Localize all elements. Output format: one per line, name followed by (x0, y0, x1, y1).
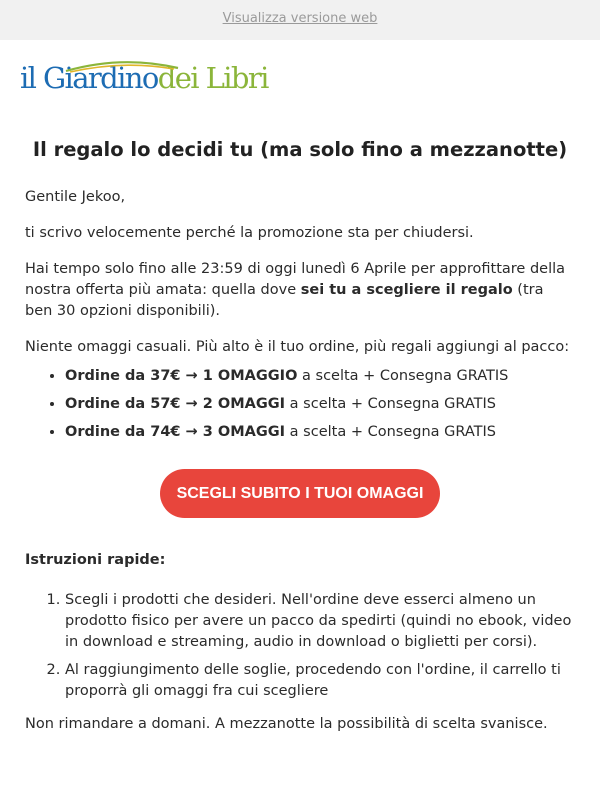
tiers-intro: Niente omaggi casuali. Più alto è il tuo ordine, più regali aggiungi al pacco: (25, 339, 570, 355)
tier-list (25, 366, 575, 443)
offer-text-after: (tra ben 30 opzioni disponibili). (25, 282, 544, 319)
top-bar (0, 0, 600, 40)
cta-wrapper (25, 469, 575, 518)
logo-text-primary: il Giardino (20, 61, 158, 95)
tier-rest: a scelta + Consegna GRATIS (297, 368, 509, 384)
tier-item (65, 366, 575, 387)
choose-gifts-button[interactable]: SCEGLI SUBITO I TUOI OMAGGI (160, 469, 441, 518)
brand-logo[interactable] (20, 58, 268, 98)
tier-rest: a scelta + Consegna GRATIS (285, 424, 497, 440)
intro-text: ti scrivo velocemente perché la promozione sta per chiudersi. (25, 225, 474, 241)
offer-text-bold: sei tu a scegliere il regalo (300, 282, 513, 298)
view-web-version-link[interactable]: Visualizza versione web (222, 11, 378, 26)
email-body (0, 187, 600, 735)
logo-swoosh-icon (64, 59, 180, 73)
greeting: Gentile Jekoo, (25, 189, 126, 205)
instruction-step: 1. Scegli i prodotti che desideri. Nell'ordine deve esserci almeno un prodotto fisico per avere un pacco da spedirti (quindi no ebook, video in download e streaming, audio in download o biglietti per corsi). (65, 590, 575, 653)
instruction-step: 2. Al raggiungimento delle soglie, procedendo con l'ordine, il carrello ti proporrà gli omaggi fra cui scegliere (65, 660, 575, 702)
email-header (0, 40, 600, 110)
tier-item (65, 394, 575, 415)
closing-text: Non rimandare a domani. A mezzanotte la possibilità di scelta svanisce. (25, 716, 548, 732)
tier-bold: Ordine da 74€ → 3 OMAGGI (65, 424, 286, 440)
tier-rest: a scelta + Consegna GRATIS (285, 396, 497, 412)
offer-text-before: Hai tempo solo fino alle 23:59 di oggi lunedì 6 Aprile per approfittare della nostra offerta più amata: quella dove (25, 261, 566, 298)
instructions-title: Istruzioni rapide: (25, 552, 166, 568)
email-headline: Il regalo lo decidi tu (ma solo fino a mezzanotte) (32, 138, 568, 161)
instructions-list (25, 590, 575, 702)
offer-paragraph (25, 259, 575, 322)
logo-text-secondary: dei Libri (157, 61, 268, 95)
tier-item (65, 422, 575, 443)
tier-bold: Ordine da 57€ → 2 OMAGGI (65, 396, 286, 412)
tier-bold: Ordine da 37€ → 1 OMAGGIO (65, 368, 298, 384)
